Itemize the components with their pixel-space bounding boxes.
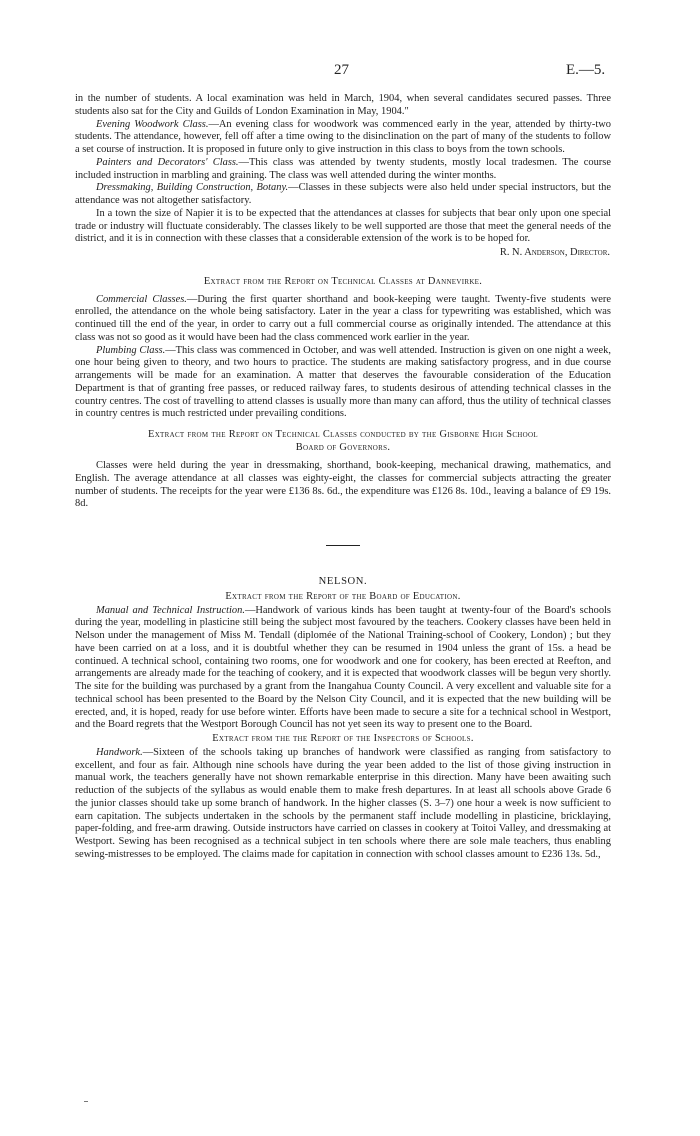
gisborne-section (75, 429, 611, 511)
gisborne-heading (75, 429, 611, 454)
page-speck (84, 1101, 88, 1102)
paragraph-label: Plumbing Class. (96, 344, 166, 356)
section-divider (326, 545, 360, 546)
nelson-title: NELSON. (318, 576, 368, 587)
paragraph-text: —During the first quarter shorthand and book-keeping were taught. Twenty-five students were enrolled, the attendance on the whole being satisfactory. Later in the year a class for typewriting was established, which was continued till the end of the year, in order to carry out a full commercial course as originally intended. The attendance at this class was not so good as it would have been had the class commenced work earlier in the year. (75, 293, 611, 343)
napier-paragraph-dressmaking (75, 182, 611, 208)
paragraph-label: Painters and Decorators' Class. (96, 156, 239, 168)
napier-section (75, 93, 611, 260)
page-number: 27 (334, 62, 349, 78)
napier-paragraph-woodwork (75, 119, 611, 157)
paragraph-label: Manual and Technical Instruction. (96, 604, 245, 616)
nelson-paragraph-handwork (75, 747, 611, 862)
dannevirke-paragraph-commercial (75, 294, 611, 345)
gisborne-heading-line-1: Extract from the Report on Technical Classes conducted by the Gisborne High School (148, 429, 538, 440)
paragraph-text: —Classes in these subjects were also held under special instructors, but the attendance was not altogether satisfactory. (75, 182, 611, 206)
gisborne-paragraph: Classes were held during the year in dressmaking, shorthand, book-keeping, mechanical drawing, mathematics, and English. The average attendance at all classes was eighty-eight, the classes for commercial subjects attracting the greater number of students. The receipts for the year were £136 8s. 6d., the expenditure was £126 8s. 10d., leaving a balance of £9 19s. 8d. (75, 460, 611, 510)
nelson-section (75, 576, 611, 862)
paragraph-text: —An evening class for woodwork was commenced early in the year, attended by thirty-two students. The attendance, however, fell off after a time owing to the disinclination on the part of many of the students to follow a set course of instruction. It is proposed in future only to give instruction in this class to boys from the town schools. (75, 118, 611, 155)
napier-paragraph-1: in the number of students. A local examination was held in March, 1904, when several candidates secured passes. Three students also sat for the City and Guilds of London Examination in May, 1904." (75, 93, 611, 117)
napier-paragraph-painters (75, 157, 611, 183)
page-body (75, 93, 611, 862)
paragraph-text: —Sixteen of the schools taking up branches of handwork were classified as ranging from satisfactory to excellent, and four as fair. Although nine schools have during the year been added to the list of those giving instruction in manual work, the teachers generally have not shown remarkable enterprise in this direction. Many have been awaiting such reduction of the subjects of the syllabus as would enable them to make fresh departures. In at least all schools above Grade 6 the junior classes should take up some branch of handwork. In the higher classes (S. 3–7) one hour a week is now sufficient to earn capitation. The subjects undertaken in the schools by the permanent staff include modelling in plasticine, bricklaying, paper-folding, and free-arm drawing. Outside instructors have carried on classes in cookery at Toitoi Valley, and dressmaking at Westport. Sewing has been recognised as a technical subject in ten schools where there are sole male teachers, thus enabling sewing-mistresses to be employed. The claims made for capitation in connection with school classes amount to £236 13s. 5d., (75, 746, 611, 860)
paragraph-text: —This class was commenced in October, and was well attended. Instruction is given on one night a week, one hour being given to theory, and two hours to practice. The students are making satisfactory progress, and in due course arrangements will be made for an examination. A matter that deserves the favourable consideration of the Education Department is that of granting free passes, or reduced railway fares, to students desirous of attending technical classes in the country centres. The cost of travelling to attend classes is usually more than many can afford, thus the utility of technical classes in country centres is much restricted under prevailing conditions. (75, 344, 612, 420)
dannevirke-heading: Extract from the Report on Technical Classes at Dannevirke. (203, 275, 483, 287)
gisborne-heading-line-2: Board of Governors. (295, 441, 391, 453)
paragraph-text: —Handwork of various kinds has been taught at twenty-four of the Board's schools during the year, modelling in plasticine still being the subject most favoured by the teachers. Cookery classes have been held in Nelson under the management of Miss M. Tendall (diplomée of the National Training-school of Cookery, London) ; but they have been carried on at a loss, and it is doubtful whether they can be resumed in 1904 unless the grant of 15s. a head be continued. A technical school, containing two rooms, one for woodwork and one for cookery, has been erected at Reefton, and arrangements are already made for the teaching of cookery, and it is expected that woodwork classes will be begun very shortly. The site for the building was purchased by a grant from the Inangahua County Council. A very excellent and valuable site for a technical school has been presented to the Board by the Nelson City Council, and it is expected that the new building will be erected, and, it is hoped, ready for use before winter. Efforts have been made to secure a site for a technical school in Westport, and the Board regrets that the Westport Borough Council has not yet seen its way to present one to the Board. (75, 604, 611, 731)
nelson-board-heading: Extract from the Report of the Board of Education. (225, 590, 461, 602)
paragraph-label: Handwork. (96, 746, 143, 758)
page-header (0, 62, 700, 82)
paragraph-label: Evening Woodwork Class. (96, 118, 209, 130)
document-reference: E.—5. (566, 62, 606, 78)
dannevirke-section (75, 276, 611, 421)
paragraph-text: —This class was attended by twenty students, mostly local tradesmen. The course included instruction in marbling and graining. The class was well attended during the winter months. (75, 156, 611, 181)
paragraph-label: Dressmaking, Building Construction, Botany. (96, 182, 289, 194)
signature: R. N. Anderson, Director. (499, 247, 610, 258)
dannevirke-paragraph-plumbing (75, 345, 611, 422)
nelson-paragraph-manual (75, 605, 611, 733)
paragraph-label: Commercial Classes. (96, 293, 187, 305)
napier-paragraph-conclusion: In a town the size of Napier it is to be expected that the attendances at classes for subjects that bear only upon one special trade or industry will fluctuate considerably. The classes likely to be well supported are those that meet the general needs of the district, and it is in connection with these classes that a considerable extension of the work is to be hoped for. (75, 207, 611, 245)
nelson-inspectors-heading: Extract from the the Report of the Inspectors of Schools. (212, 733, 474, 744)
